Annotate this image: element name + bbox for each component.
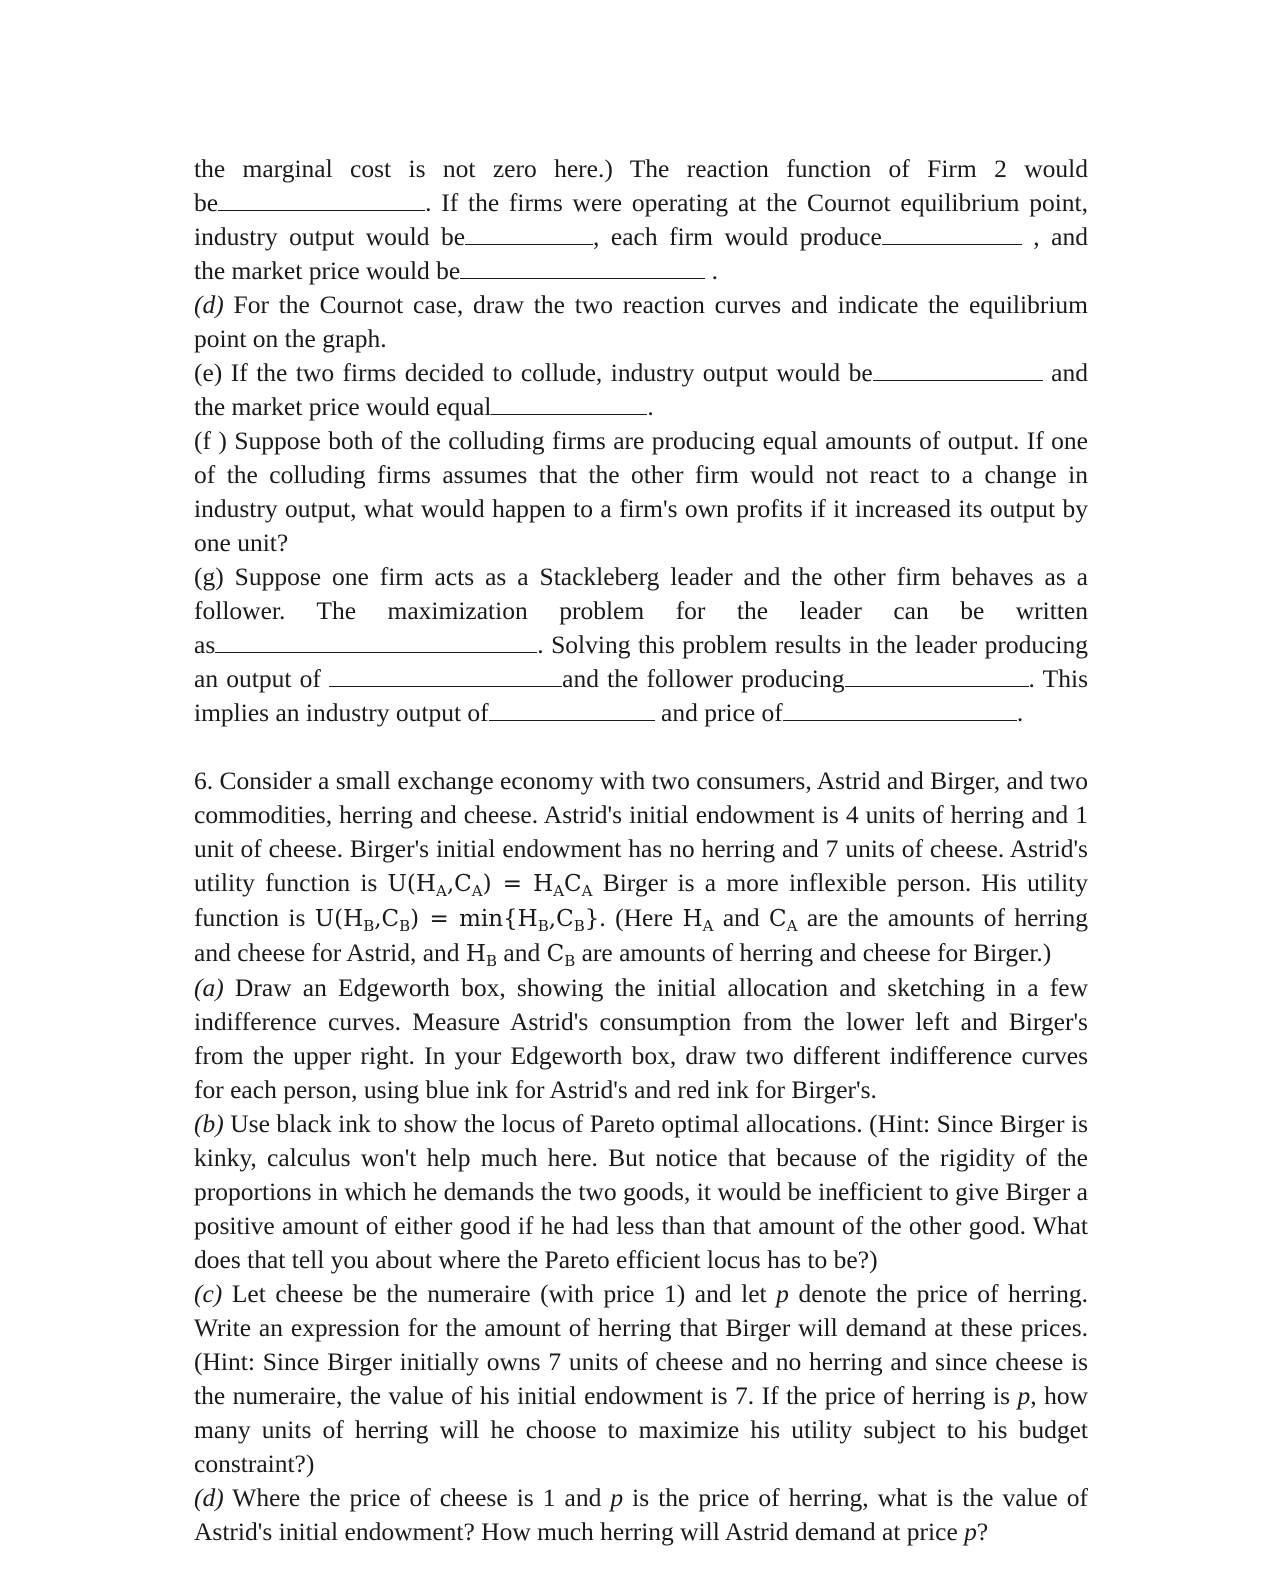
var-c-b: $C_B$ [546,941,576,970]
text: . [647,392,654,421]
text: (f ) Suppose both of the colluding firms are producing equal amounts of output. If one of the colluding firms assumes that the other firm would not react to a change in industry output, what would happen to a firm's own profits if it increased its output by one unit? [194,426,1088,557]
q6-part-d [194,1481,1088,1549]
p5-part-g-line-3 [194,628,1088,662]
text: be [194,188,219,217]
text: For the Cournot case, draw the two reaction curves and indicate the equilibrium point on the graph. [194,290,1088,353]
var-p: p [610,1483,624,1512]
text: denote the price of herring. Write an expression for the amount of herring that Birger will demand at these prices. (Hint: Since Birger initially owns 7 units of cheese and no herring and since cheese is the numeraire, the value of his initial endowment is 7. If the price of herring is [194,1279,1088,1410]
text: and price of [654,698,783,727]
answer-blank-reaction-firm2[interactable] [218,188,425,211]
text: . [1016,698,1024,727]
text: , and [1021,222,1088,251]
text: . Solving this problem results in the leader producing [537,630,1088,659]
document-page [194,152,1088,1549]
var-p: p [964,1517,977,1546]
p5-part-g-line-5 [194,696,1088,730]
birger-utility-function: $U(H_B,C_B) = \min\{H_B,C_B\}$ [314,906,600,935]
text: (g) Suppose one firm acts as a Stackleberg leader and the other firm behaves as a [194,562,1088,591]
var-p: p [776,1279,789,1308]
q6-part-b [194,1107,1088,1277]
text: as [194,630,216,659]
answer-blank-collusion-output[interactable] [873,358,1043,381]
part-label: (a) [194,973,224,1002]
text: . If the firms were operating at the Cournot equilibrium point, [425,188,1088,217]
answer-blank-cournot-price[interactable] [460,256,705,279]
text: the market price would be [194,256,461,285]
answer-blank-stackelberg-industry-output[interactable] [489,698,655,721]
text: and [1042,358,1088,387]
part-label: (c) [194,1279,223,1308]
var-p: p [1017,1381,1031,1410]
answer-blank-cournot-industry-output[interactable] [465,222,593,245]
var-h-b: $H_B$ [465,941,498,970]
p5-part-g-line-4 [194,662,1088,696]
text: and [713,903,770,932]
answer-blank-follower-output[interactable] [845,664,1029,687]
text: an output of [194,664,330,693]
p5-line-1 [194,152,1088,186]
answer-blank-leader-problem[interactable] [215,630,537,653]
text: . [705,256,718,285]
answer-blank-collusion-price[interactable] [491,392,647,415]
var-c-a: $C_A$ [769,906,798,935]
q6-part-a [194,971,1088,1107]
q6-intro [194,764,1088,971]
p5-part-g-line-1 [194,560,1088,594]
text: and [497,938,547,967]
text: , each firm would produce [593,222,882,251]
text: Birger is a more inflexible person. His utility function is [194,868,1088,932]
var-h-a: $H_A$ [682,906,714,935]
text: are amounts of herring and cheese for Birger.) [575,938,1052,967]
text: the market price would equal [194,392,492,421]
text: Let cheese be the numeraire (with price 1) and let [222,1279,777,1308]
text: , how many units of herring will he choose to maximize his utility subject to his budget constraint?) [194,1381,1089,1478]
text: and the follower producing [562,664,845,693]
text: is the price of herring, what is the value of Astrid's initial endowment? How much herring will Astrid demand at price [194,1483,1088,1546]
text: . (Here [599,903,683,932]
text: industry output would be [194,222,466,251]
p5-part-f [194,424,1088,560]
part-label: (b) [194,1109,224,1138]
astrid-utility-function: $U(H_A,C_A) = H_AC_A$ [387,871,593,900]
part-label: (d) [194,290,224,319]
p5-part-e-line-2 [194,390,1088,424]
part-label: (d) [194,1483,224,1512]
p5-part-g-line-2 [194,594,1088,628]
answer-blank-leader-output[interactable] [329,664,562,687]
text: are the amounts of herring and cheese for Astrid, and [194,903,1088,967]
section-gap [194,730,1088,764]
p5-line-4 [194,254,1088,288]
text: the marginal cost is not zero here.) The reaction function of Firm 2 would [194,154,1088,183]
text: Draw an Edgeworth box, showing the initial allocation and sketching in a few indifference curves. Measure Astrid's consumption from the lower left and Birger's from the upper right. In your Edgeworth box, draw two different indifference curves for each person, using blue ink for Astrid's and red ink for Birger's. [194,973,1088,1104]
text: follower. The maximization problem for the leader can be written [194,596,1088,625]
text: Use black ink to show the locus of Pareto optimal allocations. (Hint: Since Birger is kinky, calculus won't help much here. But notice that because of the rigidity of the proportions in which he demands the two goods, it would be inefficient to give Birger a positive amount of either good if he had less than that amount of the other good. What does that tell you about where the Pareto efficient locus has to be?) [194,1109,1088,1274]
answer-blank-cournot-firm-output[interactable] [882,222,1022,245]
text: (e) If the two firms decided to collude, industry output would be [194,358,873,387]
q6-part-c [194,1277,1088,1481]
answer-blank-stackelberg-price[interactable] [783,698,1017,721]
text: . This [1028,664,1088,693]
p5-part-e-line-1 [194,356,1088,390]
p5-part-d [194,288,1088,356]
text: implies an industry output of [194,698,489,727]
text: ? [976,1517,989,1546]
text: Where the price of cheese is 1 and [223,1483,611,1512]
text: 6. Consider a small exchange economy with two consumers, Astrid and Birger, and two commodities, herring and cheese. Astrid's initial endowment is 4 units of herring and 1 unit of cheese. Birger's initial endowment has no herring and 7 units of cheese. Astrid's utility function is [194,766,1088,897]
p5-line-2 [194,186,1088,220]
p5-line-3 [194,220,1088,254]
